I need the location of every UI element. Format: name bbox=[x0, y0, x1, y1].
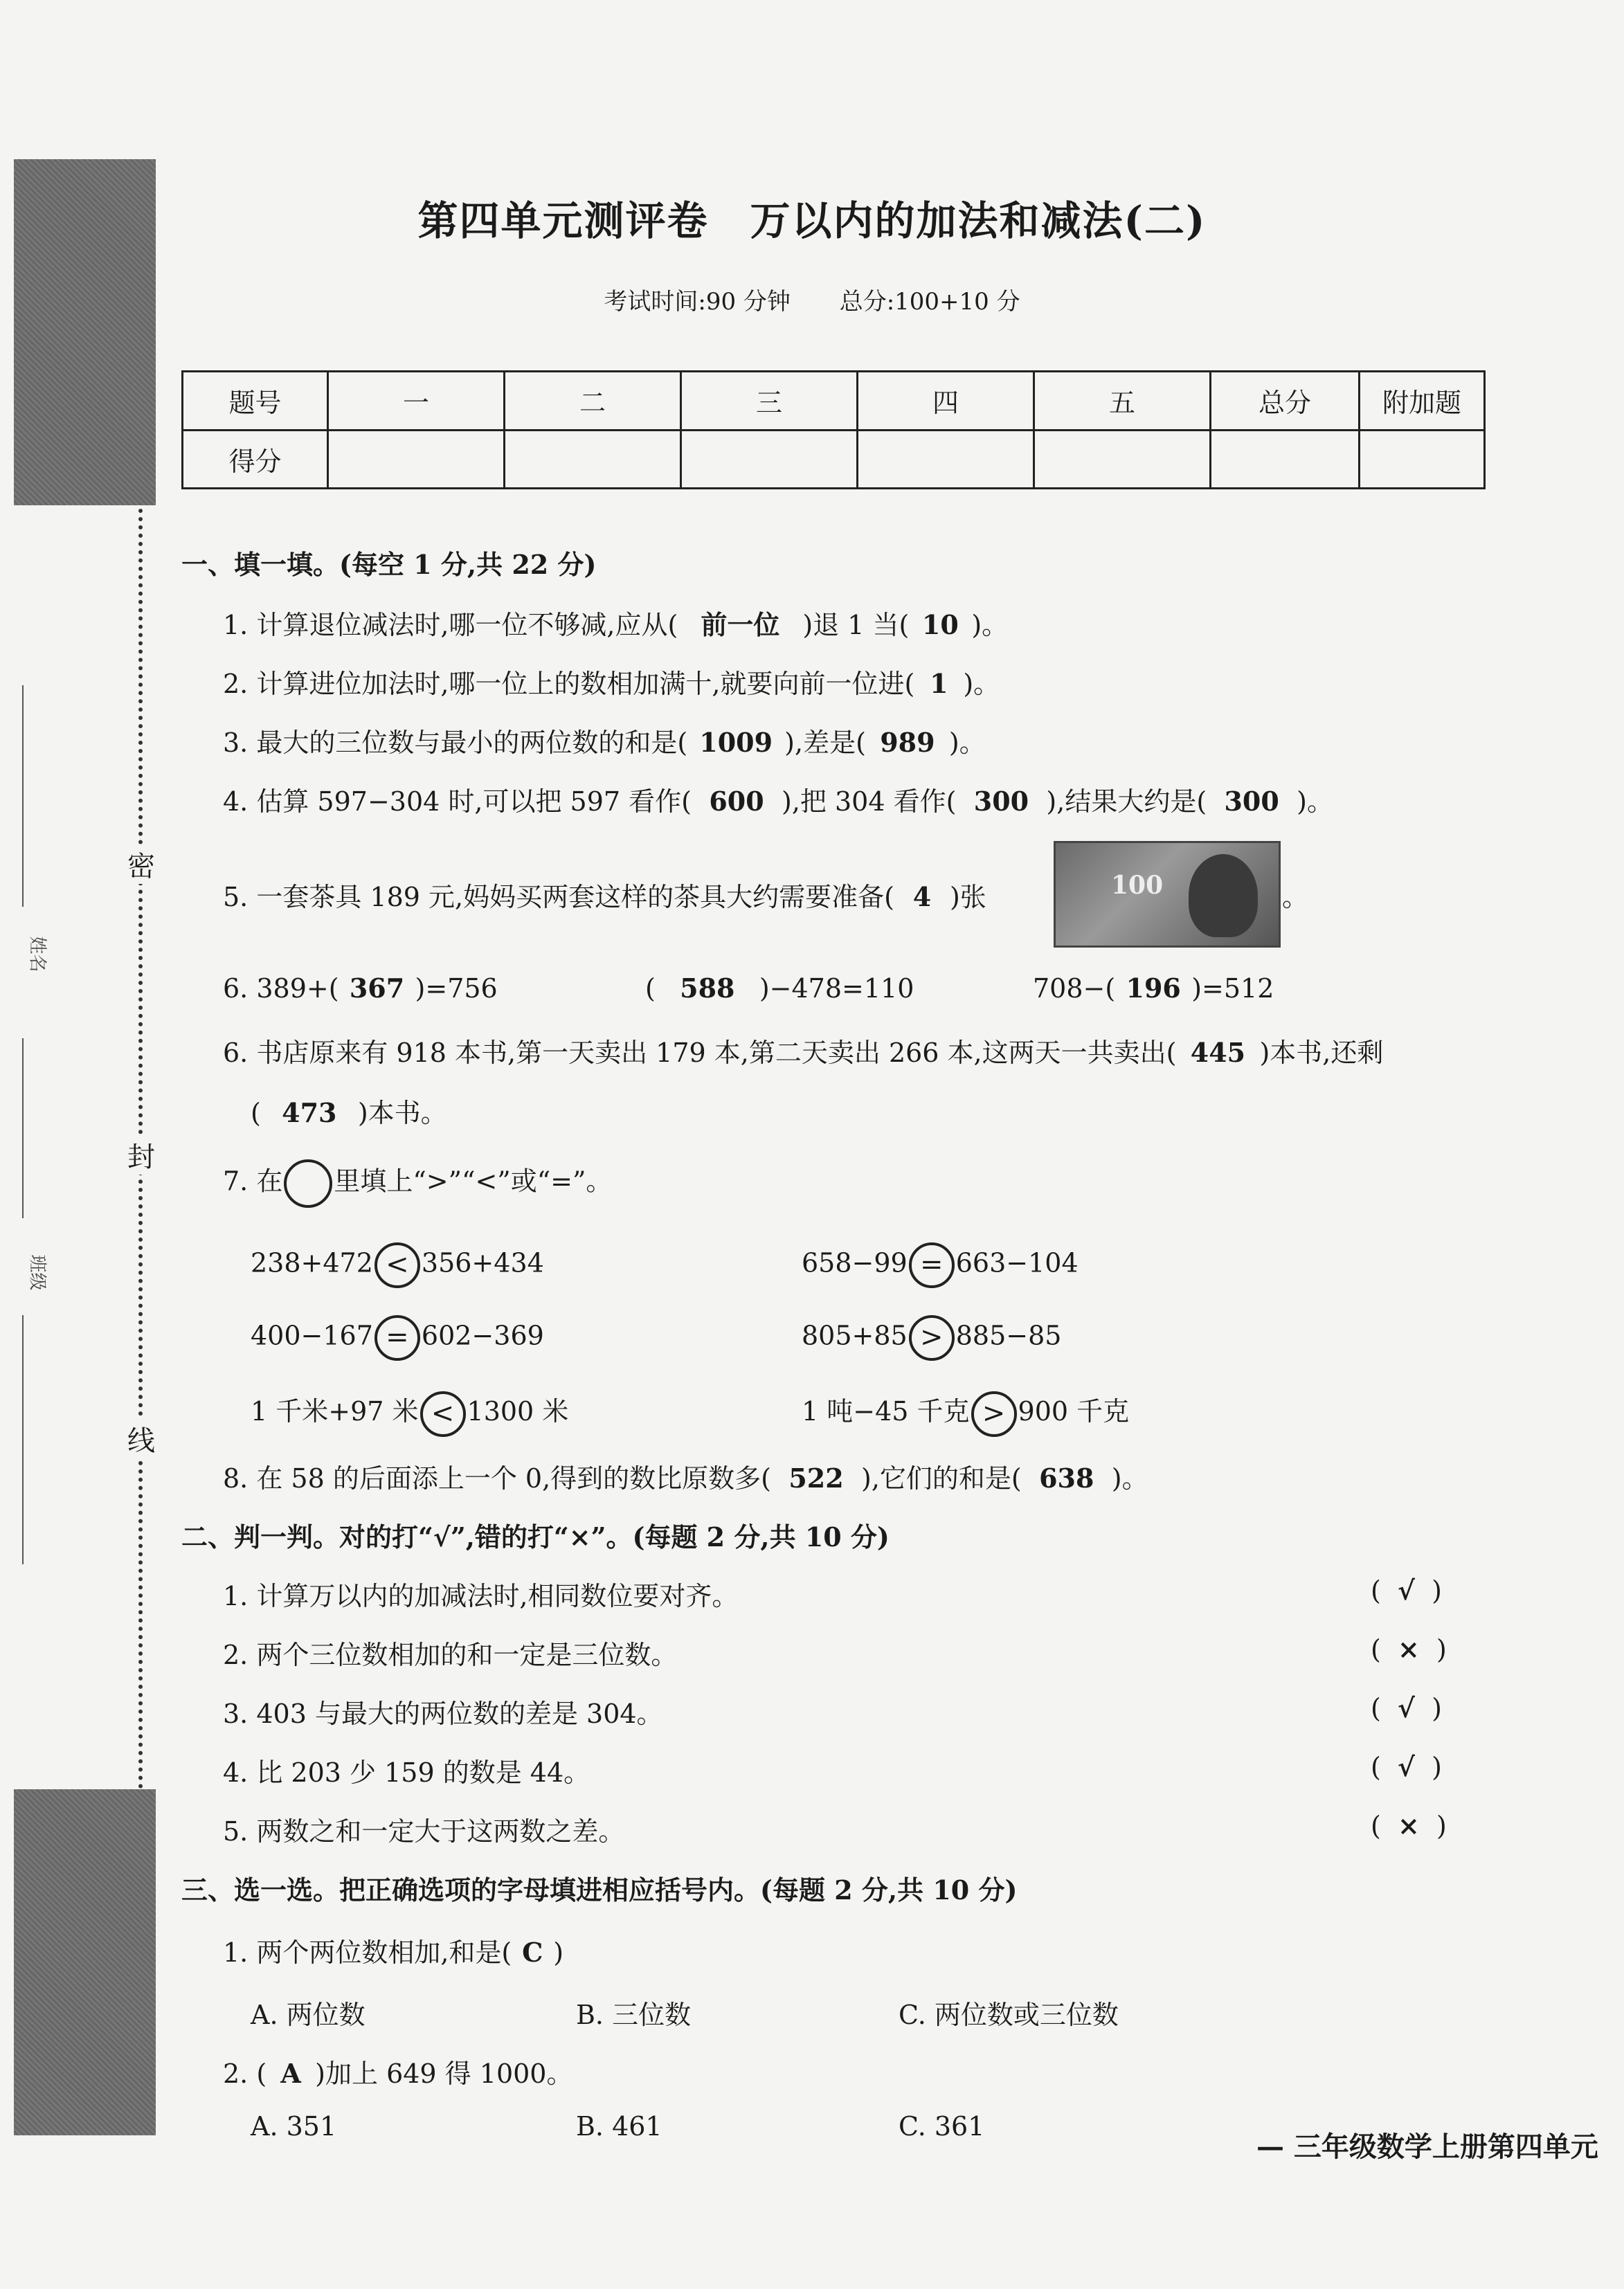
score-cell bbox=[681, 430, 858, 489]
score-cell bbox=[1034, 430, 1211, 489]
q-text: 里填上“>”“<”或“=”。 bbox=[334, 1166, 613, 1197]
q-text: )。 bbox=[971, 610, 1009, 640]
q-text: )退 1 当( bbox=[802, 610, 910, 640]
q-text: ),结果大约是( bbox=[1046, 786, 1207, 817]
answer: 10 bbox=[921, 609, 959, 640]
exam-total: 总分:100+10 分 bbox=[839, 288, 1020, 316]
q-text: ),它们的和是( bbox=[861, 1463, 1022, 1494]
question-1-6b bbox=[223, 1031, 1383, 1069]
question-1-6a-part2 bbox=[645, 972, 914, 1004]
judge-item-text: 4. 比 203 少 159 的数是 44。 bbox=[223, 1757, 590, 1788]
class-write-line-a bbox=[22, 1038, 24, 1218]
score-table bbox=[181, 370, 1486, 489]
q-text: 4. 估算 597−304 时,可以把 597 看作( bbox=[223, 786, 692, 817]
compare-item bbox=[251, 1242, 544, 1288]
class-label: 班级 bbox=[26, 1254, 48, 1291]
q-text: 1. 计算退位减法时,哪一位不够减,应从( bbox=[223, 610, 678, 640]
score-cell: 二 bbox=[505, 372, 681, 431]
empty-circle-icon bbox=[284, 1159, 332, 1208]
compare-left: 1 千米+97 米 bbox=[251, 1396, 419, 1427]
answer: 4 bbox=[912, 881, 932, 912]
question-1-8 bbox=[223, 1457, 1148, 1495]
compare-right: 900 千克 bbox=[1018, 1396, 1130, 1427]
judge-item-text: 3. 403 与最大的两位数的差是 304。 bbox=[223, 1699, 663, 1729]
answer: 1009 bbox=[699, 727, 773, 758]
compare-right: 356+434 bbox=[421, 1247, 544, 1278]
q-text: ( bbox=[251, 1098, 261, 1128]
compare-item bbox=[802, 1242, 1079, 1288]
question-1-6b-cont bbox=[251, 1092, 447, 1130]
exam-time: 考试时间:90 分钟 bbox=[604, 288, 791, 316]
binding-strip-bottom bbox=[14, 1789, 156, 2135]
q-text: ( bbox=[645, 973, 656, 1004]
choice-question-2 bbox=[223, 2052, 572, 2090]
answer: 445 bbox=[1190, 1037, 1246, 1068]
compare-left: 658−99 bbox=[802, 1247, 908, 1278]
compare-circle: < bbox=[375, 1242, 420, 1288]
compare-circle: > bbox=[909, 1315, 955, 1361]
choice-option: C. 361 bbox=[899, 2111, 985, 2142]
compare-right: 885−85 bbox=[955, 1320, 1062, 1351]
q-text: 6. 389+( bbox=[223, 973, 339, 1004]
compare-right: 663−104 bbox=[955, 1247, 1079, 1278]
compare-right: 602−369 bbox=[421, 1320, 544, 1351]
q-text: 8. 在 58 的后面添上一个 0,得到的数比原数多( bbox=[223, 1463, 772, 1494]
seal-char-feng: 封 bbox=[125, 1135, 158, 1175]
answer: 638 bbox=[1039, 1463, 1094, 1494]
q-text: 2. ( bbox=[223, 2059, 267, 2089]
answer: C bbox=[522, 1937, 543, 1968]
compare-circle: = bbox=[375, 1315, 420, 1361]
answer: 196 bbox=[1126, 972, 1181, 1004]
judge-mark: ( √ ) bbox=[1371, 1575, 1442, 1606]
q-text: 7. 在 bbox=[223, 1166, 283, 1197]
compare-item bbox=[251, 1390, 568, 1437]
score-cell bbox=[1211, 430, 1360, 489]
class-write-line-b bbox=[22, 1315, 24, 1564]
question-1-4 bbox=[223, 780, 1333, 818]
score-cell: 总分 bbox=[1211, 372, 1360, 431]
compare-right: 1300 米 bbox=[467, 1396, 569, 1427]
q-text: )=756 bbox=[415, 973, 498, 1004]
question-1-6a-part1 bbox=[223, 972, 498, 1004]
answer: 473 bbox=[282, 1097, 337, 1128]
question-1-3 bbox=[223, 721, 986, 759]
compare-item bbox=[802, 1390, 1129, 1437]
compare-circle: < bbox=[420, 1391, 466, 1437]
exam-info bbox=[0, 282, 1624, 316]
q-text: 2. 计算进位加法时,哪一位上的数相加满十,就要向前一位进( bbox=[223, 669, 915, 699]
judge-mark: ( √ ) bbox=[1371, 1692, 1442, 1723]
choice-option: A. 351 bbox=[251, 2111, 337, 2142]
score-cell bbox=[858, 430, 1034, 489]
q-text: ) bbox=[553, 1937, 564, 1968]
answer: 1 bbox=[930, 668, 948, 699]
choice-option: B. 三位数 bbox=[576, 2000, 692, 2030]
q-text: )=512 bbox=[1191, 973, 1274, 1004]
q-text: )。 bbox=[963, 669, 1000, 699]
score-cell: 四 bbox=[858, 372, 1034, 431]
q-text: )。 bbox=[1111, 1463, 1148, 1494]
question-1-5-end: 。 bbox=[1282, 882, 1309, 912]
judge-answer: √ bbox=[1397, 1751, 1415, 1782]
q-text: )本书。 bbox=[357, 1098, 447, 1128]
q-text: )本书,还剩 bbox=[1259, 1038, 1384, 1068]
q-text: )。 bbox=[948, 727, 986, 758]
name-label: 姓名 bbox=[26, 936, 48, 972]
seal-char-mi: 密 bbox=[125, 844, 158, 884]
answer: 588 bbox=[680, 972, 735, 1004]
question-1-6a-part3 bbox=[1033, 972, 1274, 1004]
choice-option: A. 两位数 bbox=[251, 2000, 366, 2030]
choice-option: C. 两位数或三位数 bbox=[899, 2000, 1119, 2030]
section1-heading: 一、填一填。(每空 1 分,共 22 分) bbox=[181, 549, 597, 580]
answer: 522 bbox=[788, 1463, 844, 1494]
q-text: )加上 649 得 1000。 bbox=[315, 2059, 573, 2089]
q-text: 6. 书店原来有 918 本书,第一天卖出 179 本,第二天卖出 266 本,这两天一共卖出( bbox=[223, 1038, 1177, 1068]
score-cell bbox=[505, 430, 681, 489]
q-text: )。 bbox=[1297, 786, 1333, 817]
banknote-image bbox=[1054, 841, 1281, 948]
seal-char-xian: 线 bbox=[125, 1419, 158, 1458]
judge-item-text: 2. 两个三位数相加的和一定是三位数。 bbox=[223, 1640, 678, 1670]
score-cell bbox=[1360, 430, 1485, 489]
question-1-1 bbox=[223, 604, 1008, 642]
answer: A bbox=[280, 2058, 301, 2089]
question-1-2 bbox=[223, 662, 1000, 700]
q-text: 708−( bbox=[1033, 973, 1116, 1004]
banknote-portrait bbox=[1189, 854, 1258, 937]
judge-answer: √ bbox=[1397, 1575, 1415, 1606]
choice-option: B. 461 bbox=[576, 2111, 662, 2142]
compare-circle: > bbox=[971, 1391, 1017, 1437]
score-cell: 三 bbox=[681, 372, 858, 431]
answer: 300 bbox=[1224, 786, 1279, 817]
judge-answer: × bbox=[1397, 1634, 1420, 1665]
score-cell: 五 bbox=[1034, 372, 1211, 431]
score-cell: 一 bbox=[328, 372, 505, 431]
page-title: 第四单元测评卷 万以内的加法和减法(二) bbox=[417, 197, 1207, 244]
judge-mark: ( × ) bbox=[1371, 1634, 1447, 1665]
choice-question-1 bbox=[223, 1931, 563, 1969]
judge-answer: √ bbox=[1397, 1692, 1415, 1723]
score-cell: 附加题 bbox=[1360, 372, 1485, 431]
score-cell: 得分 bbox=[183, 430, 328, 489]
answer: 989 bbox=[880, 727, 935, 758]
answer: 367 bbox=[349, 972, 405, 1004]
score-cell bbox=[328, 430, 505, 489]
section2-heading: 二、判一判。对的打“√”,错的打“×”。(每题 2 分,共 10 分) bbox=[181, 1521, 890, 1553]
judge-item-text: 1. 计算万以内的加减法时,相同数位要对齐。 bbox=[223, 1581, 739, 1611]
q-text: ),差是( bbox=[784, 727, 866, 758]
compare-left: 1 吨−45 千克 bbox=[802, 1396, 970, 1427]
name-write-line bbox=[22, 685, 24, 907]
answer: 600 bbox=[709, 786, 764, 817]
compare-circle: = bbox=[909, 1242, 955, 1288]
judge-answer: × bbox=[1397, 1810, 1420, 1841]
score-cell: 题号 bbox=[183, 372, 328, 431]
question-1-5 bbox=[223, 876, 986, 914]
compare-item bbox=[802, 1315, 1061, 1361]
compare-left: 400−167 bbox=[251, 1320, 373, 1351]
page-footer: — 三年级数学上册第四单元 bbox=[1256, 2130, 1598, 2163]
judge-item-text: 5. 两数之和一定大于这两数之差。 bbox=[223, 1816, 625, 1847]
answer: 300 bbox=[973, 786, 1029, 817]
q-text: )−478=110 bbox=[759, 973, 914, 1004]
answer: 前一位 bbox=[701, 609, 780, 640]
q-text: 3. 最大的三位数与最小的两位数的和是( bbox=[223, 727, 688, 758]
banknote-value: 100 bbox=[1111, 871, 1164, 900]
compare-item bbox=[251, 1315, 544, 1361]
q-text: ),把 304 看作( bbox=[782, 786, 957, 817]
score-table-header-row bbox=[183, 372, 1485, 431]
question-1-7 bbox=[223, 1159, 612, 1208]
score-table-score-row bbox=[183, 430, 1485, 489]
section3-heading: 三、选一选。把正确选项的字母填进相应括号内。(每题 2 分,共 10 分) bbox=[181, 1874, 1018, 1906]
q-text: 1. 两个两位数相加,和是( bbox=[223, 1937, 512, 1968]
q-text: 5. 一套茶具 189 元,妈妈买两套这样的茶具大约需要准备( bbox=[223, 882, 894, 912]
q-text: )张 bbox=[949, 882, 986, 912]
judge-mark: ( √ ) bbox=[1371, 1751, 1442, 1782]
compare-left: 238+472 bbox=[251, 1247, 373, 1278]
compare-left: 805+85 bbox=[802, 1320, 908, 1351]
judge-mark: ( × ) bbox=[1371, 1810, 1447, 1841]
